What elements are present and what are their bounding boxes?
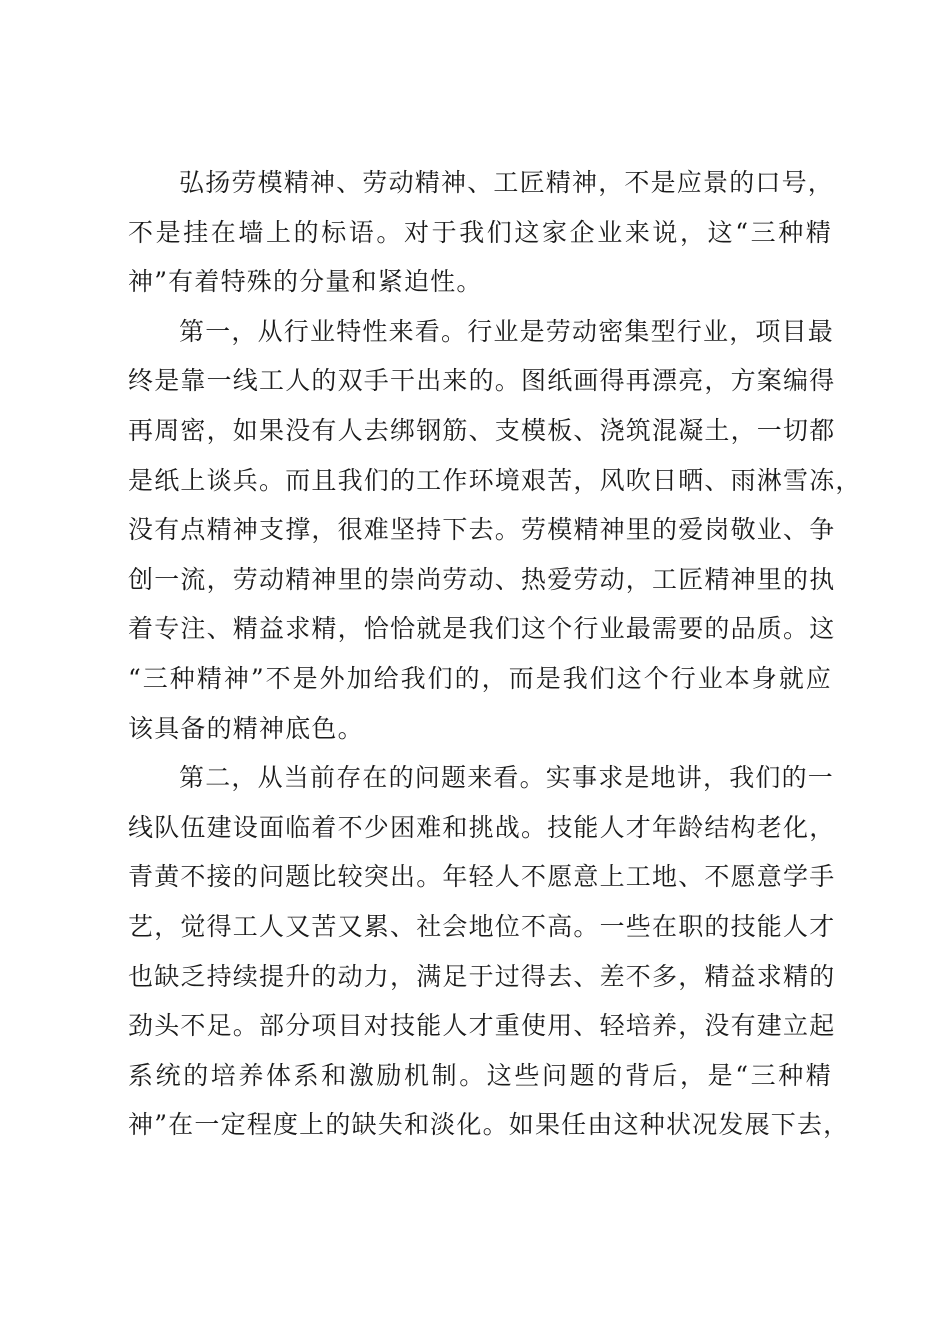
text-line: 艺，觉得工人又苦又累、社会地位不高。一些在职的技能人才 [128, 911, 836, 941]
text-line: 再周密，如果没有人去绑钢筋、支模板、浇筑混凝土，一切都 [128, 415, 836, 445]
text-line: 线队伍建设面临着不少困难和挑战。技能人才年龄结构老化， [128, 812, 836, 842]
text-line: 第二，从当前存在的问题来看。实事求是地讲，我们的一 [179, 763, 835, 793]
text-line: 第一，从行业特性来看。行业是劳动密集型行业，项目最 [179, 316, 835, 346]
text-line: 创一流，劳动精神里的崇尚劳动、热爱劳动，工匠精神里的执 [128, 564, 836, 594]
document-body [128, 158, 862, 1150]
text-line: 劲头不足。部分项目对技能人才重使用、轻培养，没有建立起 [128, 1011, 836, 1041]
text-line: 也缺乏持续提升的动力，满足于过得去、差不多，精益求精的 [128, 961, 836, 991]
text-line: 系统的培养体系和激励机制。这些问题的背后，是“三种精 [128, 1060, 832, 1090]
text-line: 青黄不接的问题比较突出。年轻人不愿意上工地、不愿意学手 [128, 862, 836, 892]
paragraph-first-point [128, 307, 862, 753]
text-line: 没有点精神支撑，很难坚持下去。劳模精神里的爱岗敬业、争 [128, 515, 836, 545]
text-line: 该具备的精神底色。 [128, 713, 364, 743]
text-line: 神”有着特殊的分量和紧迫性。 [128, 267, 483, 297]
text-line: 弘扬劳模精神、劳动精神、工匠精神，不是应景的口号， [179, 168, 835, 197]
text-line: 是纸上谈兵。而且我们的工作环境艰苦，风吹日晒、雨淋雪冻， [128, 465, 862, 495]
paragraph-intro [128, 158, 835, 307]
text-line: 不是挂在墙上的标语。对于我们这家企业来说，这“三种精 [128, 217, 832, 247]
text-line: 神”在一定程度上的缺失和淡化。如果任由这种状况发展下去， [128, 1110, 850, 1140]
paragraph-second-point [128, 753, 850, 1150]
text-line: 着专注、精益求精，恰恰就是我们这个行业最需要的品质。这 [128, 614, 836, 644]
text-line: 终是靠一线工人的双手干出来的。图纸画得再漂亮，方案编得 [128, 366, 836, 396]
text-line: “三种精神”不是外加给我们的，而是我们这个行业本身就应 [128, 663, 832, 693]
